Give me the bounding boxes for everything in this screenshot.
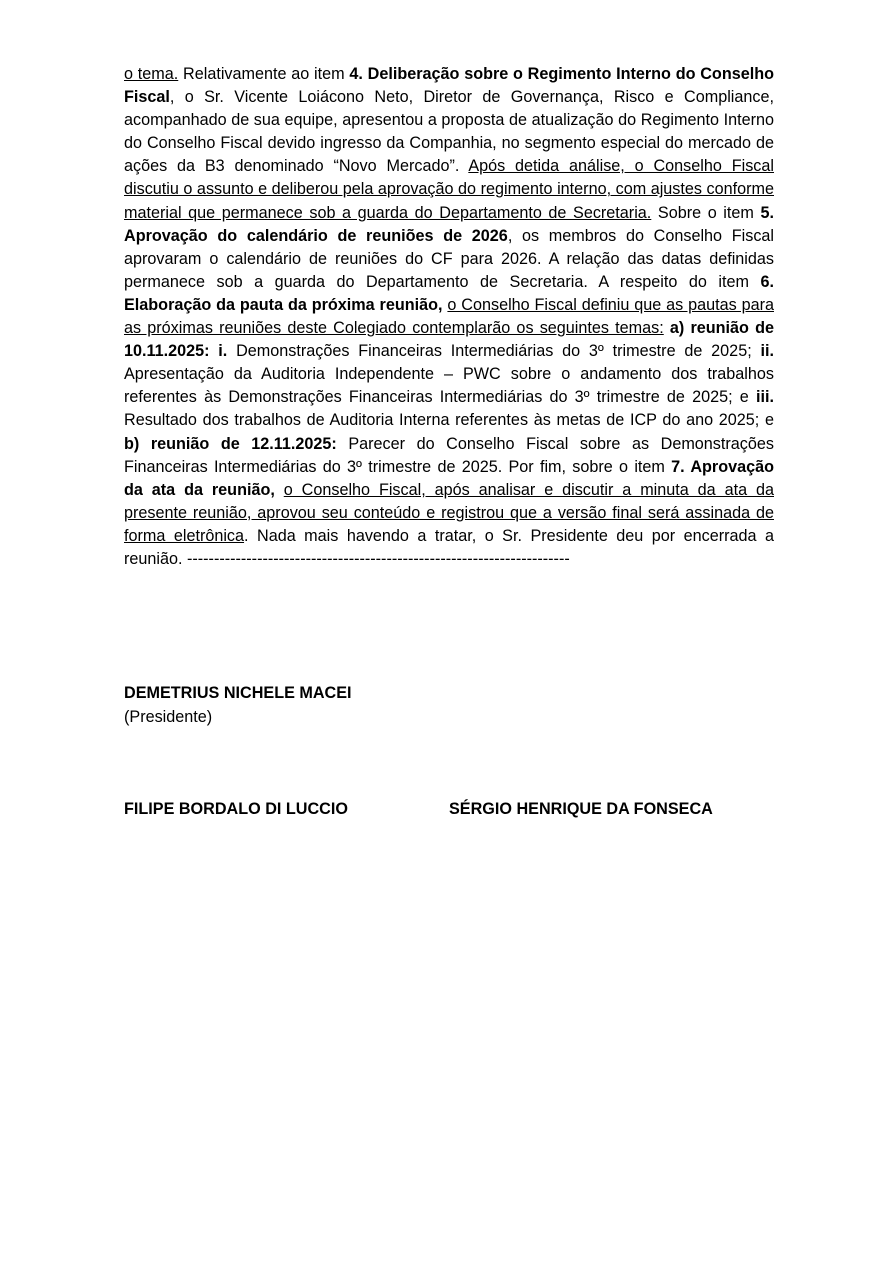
text-span: 4. Deliberação sobre o Regimento Interno do Conselho Fiscal — [124, 65, 774, 107]
text-span: Sobre o item — [651, 203, 761, 222]
member-name-right: SÉRGIO HENRIQUE DA FONSECA — [449, 800, 713, 818]
text-span: Resultado dos trabalhos de Auditoria Interna referentes às metas de ICP do ano 2025; e — [124, 411, 774, 430]
text-span: iii. — [756, 388, 774, 407]
text-span: a) reunião de 10.11.2025: i. — [124, 319, 775, 361]
minutes-paragraph — [124, 63, 774, 571]
text-span: . Nada mais havendo a tratar, o Sr. Presidente deu por encerrada a reunião. ----------------------------------------------------------------------- — [124, 526, 774, 568]
text-span: , os membros do Conselho Fiscal aprovaram o calendário de reuniões do CF para 2026. A relação das datas definidas permanece sob a guarda do Departamento de Secretaria. A respeito do item — [124, 226, 775, 291]
president-name: DEMETRIUS NICHELE MACEI — [124, 684, 352, 702]
text-span: o tema. — [124, 65, 179, 83]
text-span: Relativamente ao item — [178, 65, 350, 83]
text-span: ii. — [760, 342, 774, 361]
text-span: Parecer do Conselho Fiscal sobre as Demonstrações Financeiras Intermediárias do 3º trimestre de 2025. Por fim, sobre o item — [124, 434, 774, 476]
text-span — [275, 481, 284, 499]
member-name-left: FILIPE BORDALO DI LUCCIO — [124, 800, 348, 818]
text-span: o Conselho Fiscal definiu que as pautas para as próximas reuniões deste Colegiado contemplarão os seguintes temas: — [124, 295, 774, 338]
text-span: Demonstrações Financeiras Intermediárias do 3º trimestre de 2025; — [227, 342, 761, 361]
text-span: o Conselho Fiscal, após analisar e discutir a minuta da ata da presente reunião, aprovou seu conteúdo e registrou que a versão final será assinada de forma eletrônica — [124, 480, 774, 545]
text-span: 6. Elaboração da pauta da próxima reunião, — [124, 272, 774, 314]
text-span: 7. Aprovação da ata da reunião, — [124, 457, 775, 499]
text-span: , o Sr. Vicente Loiácono Neto, Diretor de Governança, Risco e Compliance, acompanhado de sua equipe, apresentou a proposta de atualização do Regimento Interno do Conselho Fiscal devido ingresso da Companhia, no segmento especial do mercado de ações da B3 denominado “Novo Mercado”. — [124, 88, 774, 176]
text-span: Apresentação da Auditoria Independente – PWC sobre o andamento dos trabalhos referentes às Demonstrações Financeiras Intermediárias do 3º trimestre de 2025; e — [124, 365, 774, 407]
text-span: b) reunião de 12.11.2025: — [124, 434, 337, 453]
text-span: 5. Aprovação do calendário de reuniões de 2026 — [124, 203, 774, 245]
president-role: (Presidente) — [124, 708, 213, 726]
text-span: Após detida análise, o Conselho Fiscal discutiu o assunto e deliberou pela aprovação do regimento interno, com ajustes conforme material que permanece sob a guarda do Departamento de Secretaria. — [124, 157, 774, 222]
